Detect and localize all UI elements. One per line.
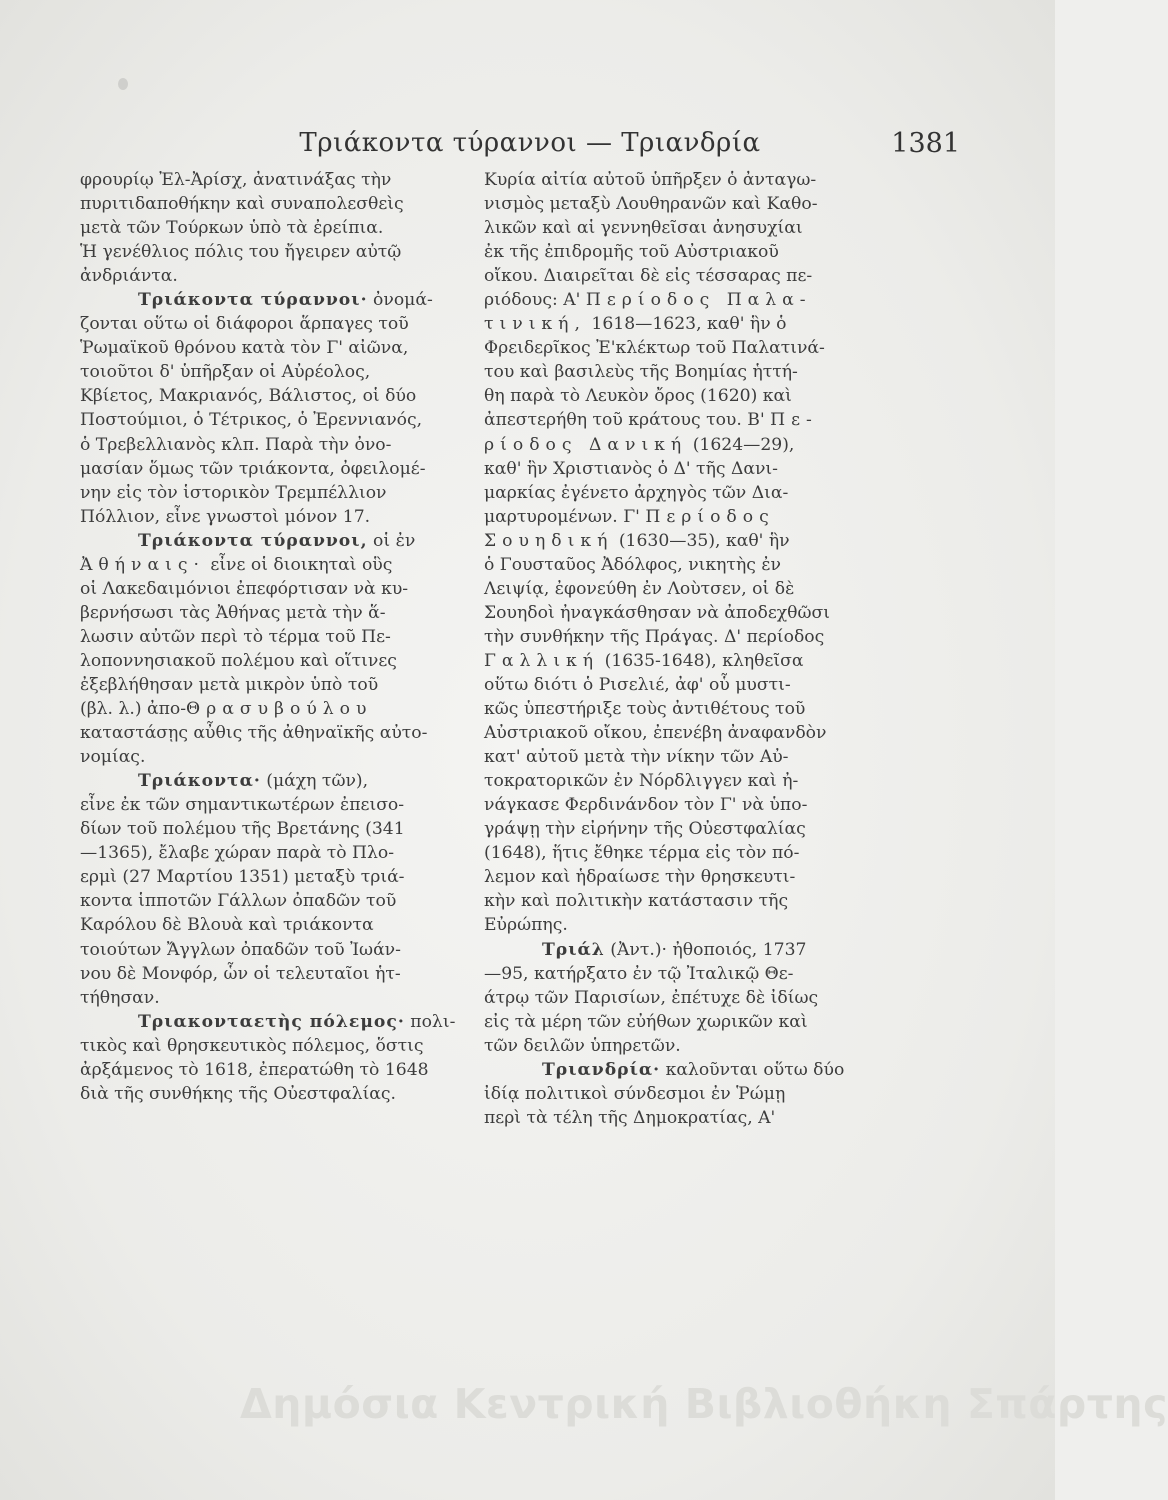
text-line — [80, 577, 490, 601]
line-text: (1635-1648), κληθεῖσα — [599, 650, 804, 671]
line-text: καλοῦνται οὕτω δύο — [660, 1059, 845, 1080]
text-line — [80, 168, 490, 192]
line-text: ἰδίᾳ πολιτικοὶ σύνδεσμοι ἐν Ῥώμῃ — [484, 1083, 786, 1104]
text-line — [484, 1058, 904, 1082]
text-line — [80, 865, 490, 889]
entry-headword: Τριακονταετὴς πόλεμος· — [138, 1011, 405, 1032]
text-line — [80, 1082, 490, 1106]
line-text: λεμον καὶ ἡδραίωσε τὴν θρησκευτι- — [484, 867, 796, 888]
line-text: λοποννησιακοῦ πολέμου καὶ οἵτινες — [80, 650, 397, 671]
text-line — [484, 913, 904, 937]
line-text: μετὰ τῶν Τούρκων ὑπὸ τὰ ἐρείπια. — [80, 218, 384, 239]
line-text: εἶνε οἱ διοικηταὶ οὓς — [204, 554, 393, 575]
line-text: νομίας. — [80, 747, 146, 768]
text-line — [484, 938, 904, 962]
line-text: Φρειδερῖκος Ἐ'κλέκτωρ τοῦ Παλατινά- — [484, 338, 825, 359]
line-text: τικὸς καὶ θρησκευτικὸς πόλεμος, ὅστις — [80, 1035, 424, 1056]
text-line — [484, 264, 904, 288]
line-text: (βλ. λ.) ἀπο- — [80, 699, 187, 720]
line-text: νάγκασε Φερδινάνδον τὸν Γ' νὰ ὑπο- — [484, 795, 808, 816]
text-line — [484, 192, 904, 216]
spaced-emphasis: Περίοδος Παλα- — [585, 290, 812, 311]
text-line — [484, 841, 904, 865]
entry-headword: Τριάκοντα τύραννοι, — [138, 530, 368, 551]
text-line — [80, 240, 490, 264]
line-text: (1648), ἥτις ἔθηκε τέρμα εἰς τὸν πό- — [484, 843, 800, 864]
left-column — [80, 168, 490, 1106]
text-line — [484, 168, 904, 192]
spaced-emphasis: τινική, — [484, 314, 586, 335]
line-text: 1618—1623, καθ' ἣν ὁ — [585, 314, 787, 335]
line-text: Ῥωμαϊκοῦ θρόνου κατὰ τὸν Γ' αἰῶνα, — [80, 338, 409, 359]
text-line — [80, 360, 490, 384]
text-line — [80, 529, 490, 553]
text-line — [80, 1058, 490, 1082]
line-text: Πόλλιον, εἶνε γνωστοὶ μόνον 17. — [80, 506, 371, 527]
line-text: οἱ ἐν — [367, 530, 416, 551]
text-line — [80, 481, 490, 505]
line-text: άτρῳ τῶν Παρισίων, ἐπέτυχε δὲ ἰδίως — [484, 987, 819, 1008]
text-line — [484, 312, 904, 336]
line-text: (μάχη τῶν), — [260, 771, 369, 792]
text-line — [484, 865, 904, 889]
text-line — [484, 433, 904, 457]
spaced-emphasis: Περίοδος — [645, 506, 775, 527]
text-line — [80, 649, 490, 673]
text-line — [80, 433, 490, 457]
line-text: ερμὶ (27 Μαρτίου 1351) μεταξὺ τριά- — [80, 867, 405, 888]
text-line — [484, 817, 904, 841]
entry-headword: Τριάλ — [542, 939, 605, 960]
line-text: τὴν συνθήκην τῆς Πράγας. Δ' περίοδος — [484, 626, 825, 647]
line-text: εἶνε ἐκ τῶν σημαντικωτέρων ἐπεισο- — [80, 795, 405, 816]
text-line — [484, 745, 904, 769]
line-text: (1624—29), — [687, 434, 795, 455]
text-line — [80, 889, 490, 913]
line-text: τήθησαν. — [80, 987, 160, 1008]
line-text: Ἡ γενέθλιος πόλις του ἤγειρεν αὐτῷ — [80, 242, 402, 263]
text-line — [484, 793, 904, 817]
text-line — [80, 721, 490, 745]
line-text: Κβίετος, Μακριανός, Βάλιστος, οἱ δύο — [80, 386, 417, 407]
text-line — [484, 721, 904, 745]
line-text: ὁ Τρεβελλιανὸς κλπ. Παρὰ τὴν ὀνο- — [80, 434, 392, 455]
text-line — [80, 553, 490, 577]
line-text: καθ' ἣν Χριστιανὸς ὁ Δ' τῆς Δανι- — [484, 458, 778, 479]
text-line — [80, 457, 490, 481]
text-line — [484, 457, 904, 481]
text-line — [80, 793, 490, 817]
page-title: Τριάκοντα τύραννοι — Τριανδρία — [299, 128, 761, 158]
line-text: καταστάσῃς αὖθις τῆς ἀθηναϊκῆς αὐτο- — [80, 723, 428, 744]
spaced-emphasis: Θρασυβούλου — [186, 699, 373, 720]
spaced-emphasis: Γαλλική — [484, 650, 600, 671]
line-text: ἀπεστερήθη τοῦ κράτους του. Β' — [484, 410, 771, 431]
text-line — [484, 360, 904, 384]
line-text: κατ' αὐτοῦ μετὰ τὴν νίκην τῶν Αὐ- — [484, 747, 789, 768]
text-line — [80, 1034, 490, 1058]
text-line — [80, 938, 490, 962]
text-line — [80, 817, 490, 841]
line-text: τοιοῦτοι δ' ὑπῆρξαν οἱ Αὐρέολος, — [80, 362, 371, 383]
text-line — [80, 192, 490, 216]
line-text: μαρτυρομένων. Γ' — [484, 506, 646, 527]
line-text: νου δὲ Μονφόρ, ὧν οἱ τελευταῖοι ἡτ- — [80, 963, 401, 984]
line-text: κῶς ὑπεστήριξε τοὺς ἀντιθέτους τοῦ — [484, 699, 806, 720]
text-line — [80, 673, 490, 697]
text-line — [80, 769, 490, 793]
text-line — [484, 1034, 904, 1058]
text-line — [80, 264, 490, 288]
line-text: οἴκου. Διαιρεῖται δὲ εἰς τέσσαρας πε- — [484, 266, 813, 287]
text-line — [484, 601, 904, 625]
text-line — [80, 312, 490, 336]
text-line — [484, 577, 904, 601]
line-text: λωσιν αὐτῶν περὶ τὸ τέρμα τοῦ Πε- — [80, 626, 391, 647]
text-line — [484, 1082, 904, 1106]
text-line — [80, 913, 490, 937]
line-text: —95, κατήρξατο ἐν τῷ Ἰταλικῷ Θε- — [484, 963, 794, 984]
line-text: πολι- — [404, 1011, 456, 1032]
line-text: οἱ Λακεδαιμόνιοι ἐπεφόρτισαν νὰ κυ- — [80, 578, 409, 599]
text-line — [484, 481, 904, 505]
line-text: θη παρὰ τὸ Λευκὸν ὄρος (1620) καὶ — [484, 386, 792, 407]
line-text: ὁ Γουσταῦος Ἀδόλφος, νικητὴς ἐν — [484, 554, 781, 575]
text-line — [80, 625, 490, 649]
text-line — [484, 336, 904, 360]
line-text: ριόδους: Α' — [484, 290, 586, 311]
text-line — [484, 673, 904, 697]
line-text: νισμὸς μεταξὺ Λουθηρανῶν καὶ Καθο- — [484, 194, 818, 215]
page-number: 1381 — [891, 128, 960, 159]
text-line — [484, 962, 904, 986]
line-text: Εὐρώπης. — [484, 915, 568, 936]
line-text: εἰς τὰ μέρη τῶν εὐήθων χωρικῶν καὶ — [484, 1011, 808, 1032]
text-line — [80, 601, 490, 625]
text-line — [484, 240, 904, 264]
text-line — [484, 384, 904, 408]
text-line — [484, 625, 904, 649]
text-line — [80, 408, 490, 432]
entry-headword: Τριάκοντα τύραννοι· — [138, 290, 368, 311]
line-text: (1630—35), καθ' ἣν — [613, 530, 790, 551]
line-text: —1365), ἔλαβε χώραν παρὰ τὸ Πλο- — [80, 843, 395, 864]
entry-headword: Τριάκοντα· — [138, 771, 261, 792]
line-text: (Ἀντ.)· ἠθοποιός, 1737 — [604, 939, 807, 960]
text-line — [484, 505, 904, 529]
running-header — [80, 128, 960, 168]
spaced-emphasis: ρίοδος Δανική — [484, 434, 688, 455]
text-line — [80, 962, 490, 986]
line-text: Αὐστριακοῦ οἴκου, ἐπενέβη ἀναφανδὸν — [484, 723, 827, 744]
text-line — [484, 889, 904, 913]
right-column — [484, 168, 904, 1130]
line-text: πυριτιδαποθήκην καὶ συναπολεσθεὶς — [80, 194, 404, 215]
line-text: του καὶ βασιλεὺς τῆς Βοημίας ἡττή- — [484, 362, 798, 383]
text-line — [484, 553, 904, 577]
line-text: τῶν δειλῶν ὑπηρετῶν. — [484, 1035, 681, 1056]
text-line — [80, 288, 490, 312]
line-text: βερνήσωσι τὰς Ἀθήνας μετὰ τὴν ἅ- — [80, 602, 386, 623]
entry-headword: Τριανδρία· — [542, 1059, 661, 1080]
line-text: τοκρατορικῶν ἐν Νόρδλιγγεν καὶ ἠ- — [484, 771, 799, 792]
line-text: Λειψίᾳ, ἐφονεύθη ἐν Λοὺτσεν, οἱ δὲ — [484, 578, 795, 599]
line-text: κὴν καὶ πολιτικὴν κατάστασιν τῆς — [484, 891, 789, 912]
line-text: Ποστούμιοι, ὁ Τέτρικος, ὁ Ἐρεννιανός, — [80, 410, 423, 431]
text-line — [484, 1010, 904, 1034]
spaced-emphasis: Σουηδική — [484, 530, 614, 551]
line-text: ἀνδριάντα. — [80, 266, 178, 287]
line-text: διὰ τῆς συνθήκης τῆς Οὐεστφαλίας. — [80, 1083, 397, 1104]
line-text: ἐξεβλήθησαν μετὰ μικρὸν ὑπὸ τοῦ — [80, 674, 379, 695]
line-text: κοντα ἱπποτῶν Γάλλων ὀπαδῶν τοῦ — [80, 891, 397, 912]
line-text: ζονται οὕτω οἱ διάφοροι ἅρπαγες τοῦ — [80, 314, 409, 335]
text-line — [484, 697, 904, 721]
text-line — [80, 745, 490, 769]
line-text: μασίαν ὅμως τῶν τριάκοντα, ὀφειλομέ- — [80, 458, 426, 479]
line-text: ἀρξάμενος τὸ 1618, ἐπερατώθη τὸ 1648 — [80, 1059, 429, 1080]
text-line — [80, 216, 490, 240]
line-text: τοιούτων Ἄγγλων ὀπαδῶν τοῦ Ἰωάν- — [80, 939, 401, 960]
line-text: Σουηδοὶ ἠναγκάσθησαν νὰ ἀποδεχθῶσι — [484, 602, 831, 623]
line-text: φρουρίῳ Ἐλ-Ἀρίσχ, ἀνατινάξας τὴν — [80, 170, 392, 190]
text-line — [80, 841, 490, 865]
text-line — [484, 216, 904, 240]
line-text: ὀνομά- — [367, 290, 433, 311]
line-text: γράψῃ τὴν εἰρήνην τῆς Οὐεστφαλίας — [484, 819, 806, 840]
line-text: Καρόλου δὲ Βλουὰ καὶ τριάκοντα — [80, 915, 374, 936]
line-text: νην εἰς τὸν ἱστορικὸν Τρεμπέλλιον — [80, 482, 387, 503]
text-line — [484, 649, 904, 673]
text-line — [80, 336, 490, 360]
text-line — [484, 408, 904, 432]
library-watermark: Δημόσια Κεντρική Βιβλιοθήκη Σπάρτης — [240, 1380, 1168, 1428]
line-text: Κυρία αἰτία αὐτοῦ ὑπῆρξεν ὁ ἀνταγω- — [484, 170, 817, 190]
spaced-emphasis: Ἀθήναις· — [80, 554, 205, 575]
text-line — [80, 697, 490, 721]
text-line — [80, 986, 490, 1010]
line-text: περὶ τὰ τέλη τῆς Δημοκρατίας, Α' — [484, 1107, 776, 1128]
line-text: ἐκ τῆς ἐπιδρομῆς τοῦ Αὐστριακοῦ — [484, 242, 779, 263]
text-line — [80, 505, 490, 529]
text-line — [80, 1010, 490, 1034]
text-line — [484, 769, 904, 793]
spaced-emphasis: Πε- — [770, 410, 818, 431]
text-line — [484, 986, 904, 1010]
text-line — [484, 288, 904, 312]
text-line — [484, 529, 904, 553]
line-text: δίων τοῦ πολέμου τῆς Βρετάνης (341 — [80, 819, 405, 840]
page-stain — [118, 78, 128, 90]
line-text: μαρκίας ἐγένετο ἀρχηγὸς τῶν Δια- — [484, 482, 789, 503]
text-line — [80, 384, 490, 408]
line-text: λικῶν καὶ αἱ γεννηθεῖσαι ἀνησυχίαι — [484, 218, 803, 239]
line-text: οὕτω διότι ὁ Ρισελιέ, ἀφ' οὗ μυστι- — [484, 674, 791, 695]
text-line — [484, 1106, 904, 1130]
